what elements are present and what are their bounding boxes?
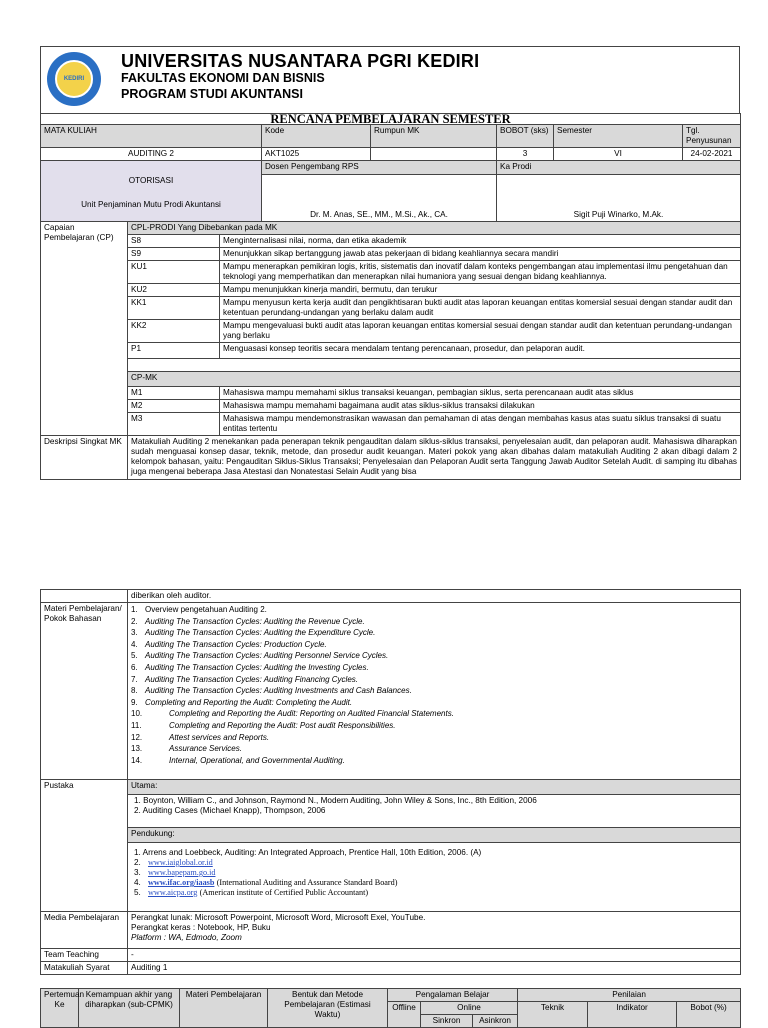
cpl-text: Menginternalisasi nilai, norma, dan etika akademik <box>220 235 741 248</box>
program-name: PROGRAM STUDI AKUNTANSI <box>121 87 303 101</box>
materi-item: 14. Internal, Operational, and Governmental Auditing. <box>131 755 345 765</box>
otorisasi-unit: Unit Penjaminan Mutu Prodi Akuntansi <box>81 200 221 209</box>
pustaka-label: Pustaka <box>41 780 128 912</box>
media-list <box>128 912 741 949</box>
materi-item: 1. Overview pengetahuan Auditing 2. <box>131 605 267 614</box>
header-offline: Offline <box>388 1002 421 1028</box>
cpmk-text: Mahasiswa mampu mendemonstrasikan wawasan dan pemahaman di atas dengan membahas kasus atas suatu siklus transaksi di suatu entitas tertentu <box>220 413 741 436</box>
header-pengalaman: Pengalaman Belajar <box>388 989 518 1002</box>
header-pertemuan: Pertemuan Ke <box>41 989 79 1028</box>
materi-item: 9. Completing and Reporting the Audit: Completing the Audit. <box>131 697 353 707</box>
logo-emblem: KEDIRI <box>55 60 93 98</box>
materi-list <box>128 603 741 780</box>
cpl-text: Menguasasi konsep teoritis secara mendalam tentang perencanaan, prosedur, dan pelaporan audit. <box>220 343 741 359</box>
syarat-label: Matakuliah Syarat <box>41 962 128 975</box>
course-sks: 3 <box>497 148 554 161</box>
cpl-code: KU2 <box>128 284 220 297</box>
header-teknik: Teknik <box>518 1002 588 1028</box>
deskripsi-label: Deskripsi Singkat MK <box>41 436 128 480</box>
pustaka-pendukung-item: 1. Arrens and Loebbeck, Auditing: An Integrated Approach, Prentice Hall, 10th Edition, 2006. (A) <box>134 848 482 857</box>
cpl-heading: CPL-PRODI Yang Dibebankan pada MK <box>128 222 741 235</box>
pustaka-link[interactable]: www.iaiglobal.or.id <box>148 858 213 867</box>
cpmk-heading: CP-MK <box>128 372 741 387</box>
header-bobot: Bobot (%) <box>677 1002 741 1028</box>
cpmk-code: M1 <box>128 387 220 400</box>
media-hardware: Perangkat keras : Notebook, HP, Buku <box>131 923 271 932</box>
dosen-label: Dosen Pengembang RPS <box>262 161 497 175</box>
media-software: Perangkat lunak: Microsoft Powerpoint, Microsoft Word, Microsoft Exel, YouTube. <box>131 913 426 922</box>
course-code: AKT1025 <box>262 148 371 161</box>
rps-page-2 <box>40 589 740 1028</box>
weekly-plan-header <box>40 988 741 1028</box>
media-platform: Platform : WA, Edmodo, Zoom <box>131 933 242 942</box>
syarat-value: Auditing 1 <box>128 962 741 975</box>
label-bobot: BOBOT (sks) <box>497 125 554 148</box>
cpl-text: Menunjukkan sikap bertanggung jawab atas pekerjaan di bidang keahliannya secara mandiri <box>220 248 741 261</box>
materi-label: Materi Pembelajaran/ Pokok Bahasan <box>41 603 128 780</box>
cpl-text: Mampu menerapkan pemikiran logis, kritis, sistematis dan inovatif dalam konteks pengembangan atau implementasi ilmu pengetahuan dan teknologi yang memperhatikan dan menerapkan nilai humaniora yang sesuai dengan bidang keahliannya. <box>220 261 741 284</box>
deskripsi-continuation: diberikan oleh auditor. <box>128 590 741 603</box>
cpl-code: KK1 <box>128 297 220 320</box>
cpl-text: Mampu menyusun kerta kerja audit dan pengikhtisaran bukti audit atas laporan keuangan entitas komersial sesuai dengan standar audit dan ketentuan perundang-undangan yang berlaku dalam audit <box>220 297 741 320</box>
materi-item: 5. Auditing The Transaction Cycles: Auditing Personnel Service Cycles. <box>131 651 389 661</box>
label-mata-kuliah: MATA KULIAH <box>41 125 262 148</box>
header-kemampuan: Kemampuan akhir yang diharapkan (sub-CPMK) <box>79 989 180 1028</box>
media-label: Media Pembelajaran <box>41 912 128 949</box>
pustaka-pendukung-list <box>128 843 741 912</box>
label-semester: Semester <box>554 125 683 148</box>
cpmk-code: M3 <box>128 413 220 436</box>
course-name: AUDITING 2 <box>41 148 262 161</box>
header-online: Online <box>421 1002 518 1015</box>
course-semester: VI <box>554 148 683 161</box>
kaprodi-name: Sigit Puji Winarko, M.Ak. <box>497 175 741 222</box>
materi-item: 13. Assurance Services. <box>131 744 242 754</box>
deskripsi-text: Matakuliah Auditing 2 menekankan pada penerapan teknik pengauditan dalam siklus-siklus transaksi, penyelesaian audit, dan pelaporan audit. Mahasiswa diharapkan sudah menguasai konsep dasar, teknik, metode, dan prosedur audit keuangan. Materi pokok yang akan dibahas dalam matakuliah Auditing 2 akan dibagi dalam 2 kelompok bahasan, yaitu: Pengauditan Siklus-Siklus Transaksi; Penyelesaian dan Pelaporan Audit serta Tanggung Jawab Auditor Setelah Audit. di samping itu dibahas juga mengenai beberapa Jasa Atestasi dan Nonatestasi Selain Audit yang bisa <box>128 436 741 480</box>
cpmk-text: Mahasiswa mampu memahami siklus transaksi keuangan, pembagian siklus, serta perencanaan audit atas siklus <box>220 387 741 400</box>
materi-item: 12. Attest services and Reports. <box>131 732 270 742</box>
label-rumpun: Rumpun MK <box>371 125 497 148</box>
pustaka-utama-list <box>128 795 741 828</box>
team-label: Team Teaching <box>41 949 128 962</box>
document-header <box>40 46 740 113</box>
rps-page-1 <box>40 46 740 480</box>
cpl-text: Mampu mengevaluasi bukti audit atas laporan keuangan entitas komersial sesuai dengan standar audit dan ketentuan perundang-undangan yang berlaku <box>220 320 741 343</box>
materi-item: 2. Auditing The Transaction Cycles: Auditing the Revenue Cycle. <box>131 616 365 626</box>
kaprodi-label: Ka Prodi <box>497 161 741 175</box>
pustaka-link[interactable]: www.bapepam.go.id <box>148 868 216 877</box>
header-asinkron: Asinkron <box>473 1015 518 1028</box>
cpl-code: S9 <box>128 248 220 261</box>
header-penilaian: Penilaian <box>518 989 741 1002</box>
header-materi: Materi Pembelajaran <box>180 989 268 1028</box>
pustaka-link-item: 5. www.aicpa.org (American institute of Certified Public Accountant) <box>134 888 369 897</box>
pustaka-link-item: 2. www.iaiglobal.or.id <box>134 858 213 867</box>
document-title: RENCANA PEMBELAJARAN SEMESTER <box>41 114 741 125</box>
rps-table-continued <box>40 589 741 975</box>
pustaka-utama-item: 1. Boynton, William C., and Johnson, Raymond N., Modern Auditing, John Wiley & Sons, Inc., 8th Edition, 2006 <box>134 796 537 805</box>
cpmk-code: M2 <box>128 400 220 413</box>
faculty-name: FAKULTAS EKONOMI DAN BISNIS <box>121 71 325 85</box>
materi-item: 3. Auditing The Transaction Cycles: Auditing the Expenditure Cycle. <box>131 628 376 638</box>
pustaka-link[interactable]: www.ifac.org/iaasb <box>148 878 215 887</box>
university-name: UNIVERSITAS NUSANTARA PGRI KEDIRI <box>121 51 480 71</box>
materi-item: 11. Completing and Reporting the Audit: Post audit Responsibilities. <box>131 720 396 730</box>
university-logo <box>47 52 101 106</box>
cpl-spacer <box>128 359 741 372</box>
deskripsi-cont-label <box>41 590 128 603</box>
header-sinkron: Sinkron <box>421 1015 473 1028</box>
pustaka-link-item: 4. www.ifac.org/iaasb (International Auditing and Assurance Standard Board) <box>134 878 398 887</box>
pustaka-utama-label: Utama: <box>128 780 741 795</box>
cpmk-text: Mahasiswa mampu memahami bagaimana audit atas siklus-siklus transaksi dilakukan <box>220 400 741 413</box>
course-rumpun <box>371 148 497 161</box>
dosen-name: Dr. M. Anas, SE., MM., M.Si., Ak., CA. <box>262 175 497 222</box>
otorisasi-label: OTORISASI <box>128 176 174 185</box>
materi-item: 6. Auditing The Transaction Cycles: Auditing the Investing Cycles. <box>131 662 369 672</box>
header-bentuk: Bentuk dan Metode Pembelajaran (Estimasi Waktu) <box>268 989 388 1028</box>
label-tgl: Tgl. Penyusunan <box>683 125 741 148</box>
team-value: - <box>128 949 741 962</box>
cpl-code: KU1 <box>128 261 220 284</box>
course-date: 24-02-2021 <box>683 148 741 161</box>
materi-item: 4. Auditing The Transaction Cycles: Production Cycle. <box>131 639 327 649</box>
cpl-code: KK2 <box>128 320 220 343</box>
cpl-text: Mampu menunjukkan kinerja mandiri, bermutu, dan terukur <box>220 284 741 297</box>
cp-label: Capaian Pembelajaran (CP) <box>41 222 128 436</box>
otorisasi-cell <box>41 161 262 222</box>
materi-item: 7. Auditing The Transaction Cycles: Auditing Financing Cycles. <box>131 674 358 684</box>
header-indikator: Indikator <box>588 1002 677 1028</box>
pustaka-link[interactable]: www.aicpa.org <box>148 888 198 897</box>
cpl-code: S8 <box>128 235 220 248</box>
label-kode: Kode <box>262 125 371 148</box>
pustaka-link-item: 3. www.bapepam.go.id <box>134 868 216 877</box>
cpl-code: P1 <box>128 343 220 359</box>
materi-item: 10. Completing and Reporting the Audit: Reporting on Audited Financial Statements. <box>131 709 454 719</box>
materi-item: 8. Auditing The Transaction Cycles: Auditing Investments and Cash Balances. <box>131 686 412 696</box>
pustaka-utama-item: 2. Auditing Cases (Michael Knapp), Thompson, 2006 <box>134 806 326 815</box>
pustaka-pendukung-label: Pendukung: <box>128 828 741 843</box>
rps-table <box>40 113 741 480</box>
